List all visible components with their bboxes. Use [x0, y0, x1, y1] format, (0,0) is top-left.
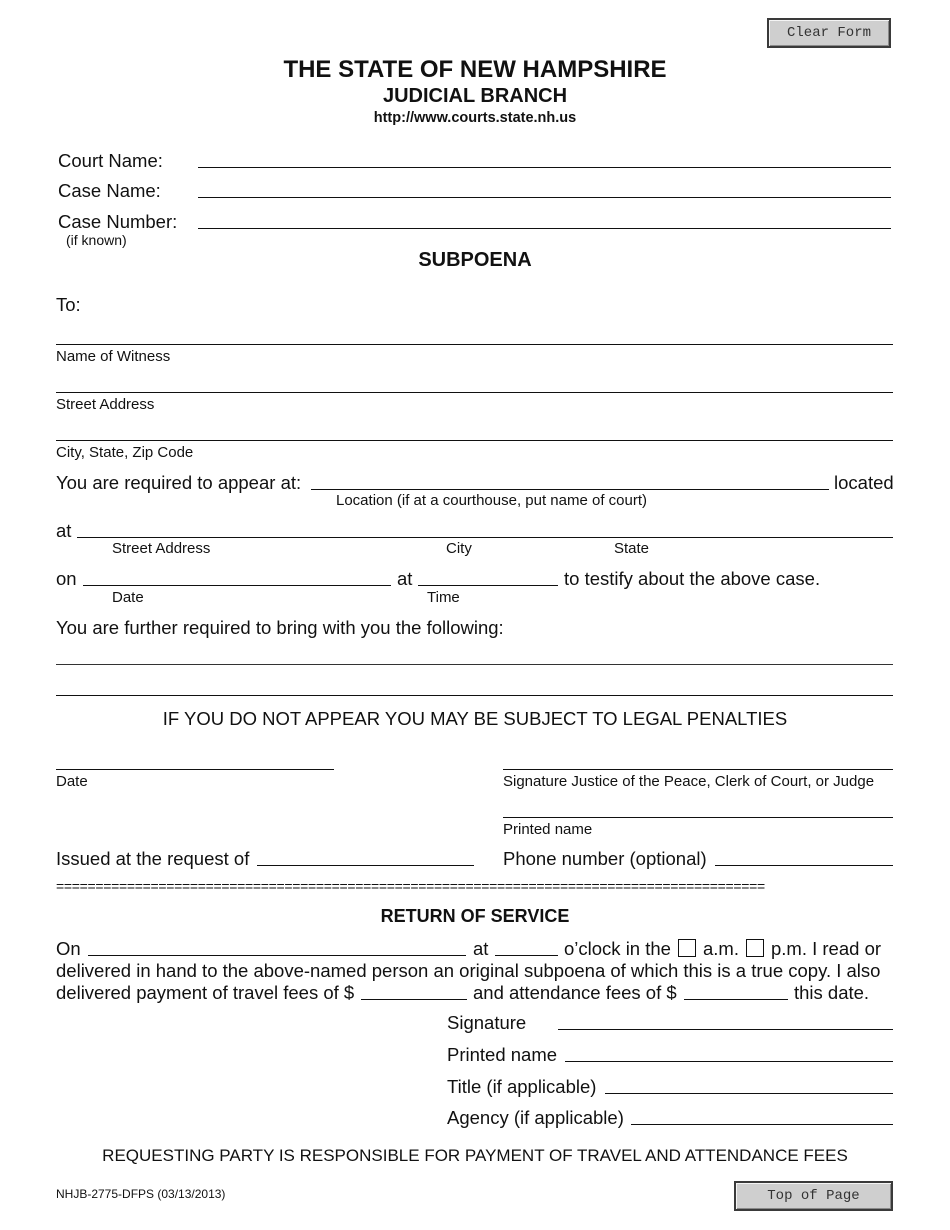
- attendance-fees-label: and attendance fees of $: [473, 982, 677, 1003]
- case-number-label: Case Number:: [58, 211, 178, 232]
- travel-fees-label: delivered payment of travel fees of $: [56, 982, 355, 1003]
- ros-printed-name-field[interactable]: [565, 1061, 893, 1062]
- city-caption: City: [446, 540, 472, 557]
- ros-agency-label: Agency (if applicable): [447, 1107, 624, 1128]
- ros-at-label: at: [473, 938, 489, 959]
- ros-on-label: On: [56, 938, 81, 959]
- judge-printed-name-caption: Printed name: [503, 821, 593, 838]
- on-label: on: [56, 568, 77, 589]
- top-of-page-button[interactable]: Top of Page: [734, 1181, 893, 1211]
- witness-name-field[interactable]: [56, 344, 893, 345]
- case-name-field[interactable]: [198, 197, 891, 198]
- ros-date-field[interactable]: [88, 955, 466, 956]
- ros-title-field[interactable]: [605, 1093, 893, 1094]
- at-label: at: [56, 520, 72, 541]
- pm-checkbox[interactable]: [746, 939, 764, 957]
- at-time-label: at: [397, 568, 413, 589]
- judge-signature-field[interactable]: [503, 769, 893, 770]
- travel-fees-field[interactable]: [361, 999, 467, 1000]
- witness-city-caption: City, State, Zip Code: [56, 444, 194, 461]
- if-known-note: (if known): [66, 232, 127, 248]
- witness-name-caption: Name of Witness: [56, 348, 171, 365]
- testify-text: to testify about the above case.: [564, 568, 821, 589]
- date-caption: Date: [112, 589, 144, 606]
- form-id: NHJB-2775-DFPS (03/13/2013): [56, 1187, 226, 1201]
- issued-request-field[interactable]: [257, 865, 474, 866]
- street-address-caption: Street Address: [112, 540, 211, 557]
- bring-field-line-1[interactable]: [56, 664, 893, 665]
- phone-field[interactable]: [715, 865, 893, 866]
- am-checkbox[interactable]: [678, 939, 696, 957]
- judge-signature-caption: Signature Justice of the Peace, Clerk of Court, or Judge: [503, 773, 875, 790]
- appear-time-field[interactable]: [418, 585, 558, 586]
- court-name-label: Court Name:: [58, 150, 163, 171]
- ros-signature-field[interactable]: [558, 1029, 893, 1030]
- case-name-label: Case Name:: [58, 180, 161, 201]
- appear-label: You are required to appear at:: [56, 472, 302, 493]
- return-of-service-title: RETURN OF SERVICE: [380, 906, 570, 926]
- appear-location-field[interactable]: [311, 489, 829, 490]
- state-heading: THE STATE OF NEW HAMPSHIRE: [283, 56, 667, 83]
- subpoena-title: SUBPOENA: [418, 249, 532, 271]
- this-date-label: this date.: [794, 982, 870, 1003]
- appear-date-field[interactable]: [83, 585, 391, 586]
- state-caption: State: [614, 540, 650, 557]
- oclock-label: o’clock in the: [564, 938, 671, 959]
- ros-signature-label: Signature: [447, 1012, 527, 1033]
- court-name-field[interactable]: [198, 167, 891, 168]
- issue-date-field[interactable]: [56, 769, 334, 770]
- clear-form-button[interactable]: Clear Form: [767, 18, 891, 48]
- location-caption: Location (if at a courthouse, put name of court): [336, 492, 648, 509]
- bring-field-line-2[interactable]: [56, 695, 893, 696]
- branch-heading: JUDICIAL BRANCH: [382, 85, 568, 107]
- ros-time-field[interactable]: [495, 955, 558, 956]
- witness-street-caption: Street Address: [56, 396, 155, 413]
- located-label: located: [834, 472, 894, 493]
- witness-city-field[interactable]: [56, 440, 893, 441]
- issue-date-caption: Date: [56, 773, 88, 790]
- time-caption: Time: [427, 589, 460, 606]
- am-label: a.m.: [703, 938, 739, 959]
- witness-street-field[interactable]: [56, 392, 893, 393]
- case-number-field[interactable]: [198, 228, 891, 229]
- attendance-fees-field[interactable]: [684, 999, 788, 1000]
- judge-printed-name-field[interactable]: [503, 817, 893, 818]
- issued-request-label: Issued at the request of: [56, 848, 250, 869]
- court-url: http://www.courts.state.nh.us: [373, 110, 577, 126]
- section-separator: ==========================================================================================: [56, 878, 765, 894]
- requesting-party-notice: REQUESTING PARTY IS RESPONSIBLE FOR PAYMENT OF TRAVEL AND ATTENDANCE FEES: [102, 1146, 848, 1165]
- penalty-warning: IF YOU DO NOT APPEAR YOU MAY BE SUBJECT TO LEGAL PENALTIES: [162, 708, 788, 729]
- appear-address-field[interactable]: [77, 537, 893, 538]
- ros-printed-name-label: Printed name: [447, 1044, 558, 1065]
- to-label: To:: [56, 294, 81, 315]
- ros-title-label: Title (if applicable): [447, 1076, 597, 1097]
- bring-label: You are further required to bring with you the following:: [56, 617, 504, 638]
- phone-label: Phone number (optional): [503, 848, 707, 869]
- ros-line-2: delivered in hand to the above-named person an original subpoena of which this is a true copy. I also: [56, 960, 881, 981]
- ros-agency-field[interactable]: [631, 1124, 893, 1125]
- pm-label: p.m. I read or: [771, 938, 882, 959]
